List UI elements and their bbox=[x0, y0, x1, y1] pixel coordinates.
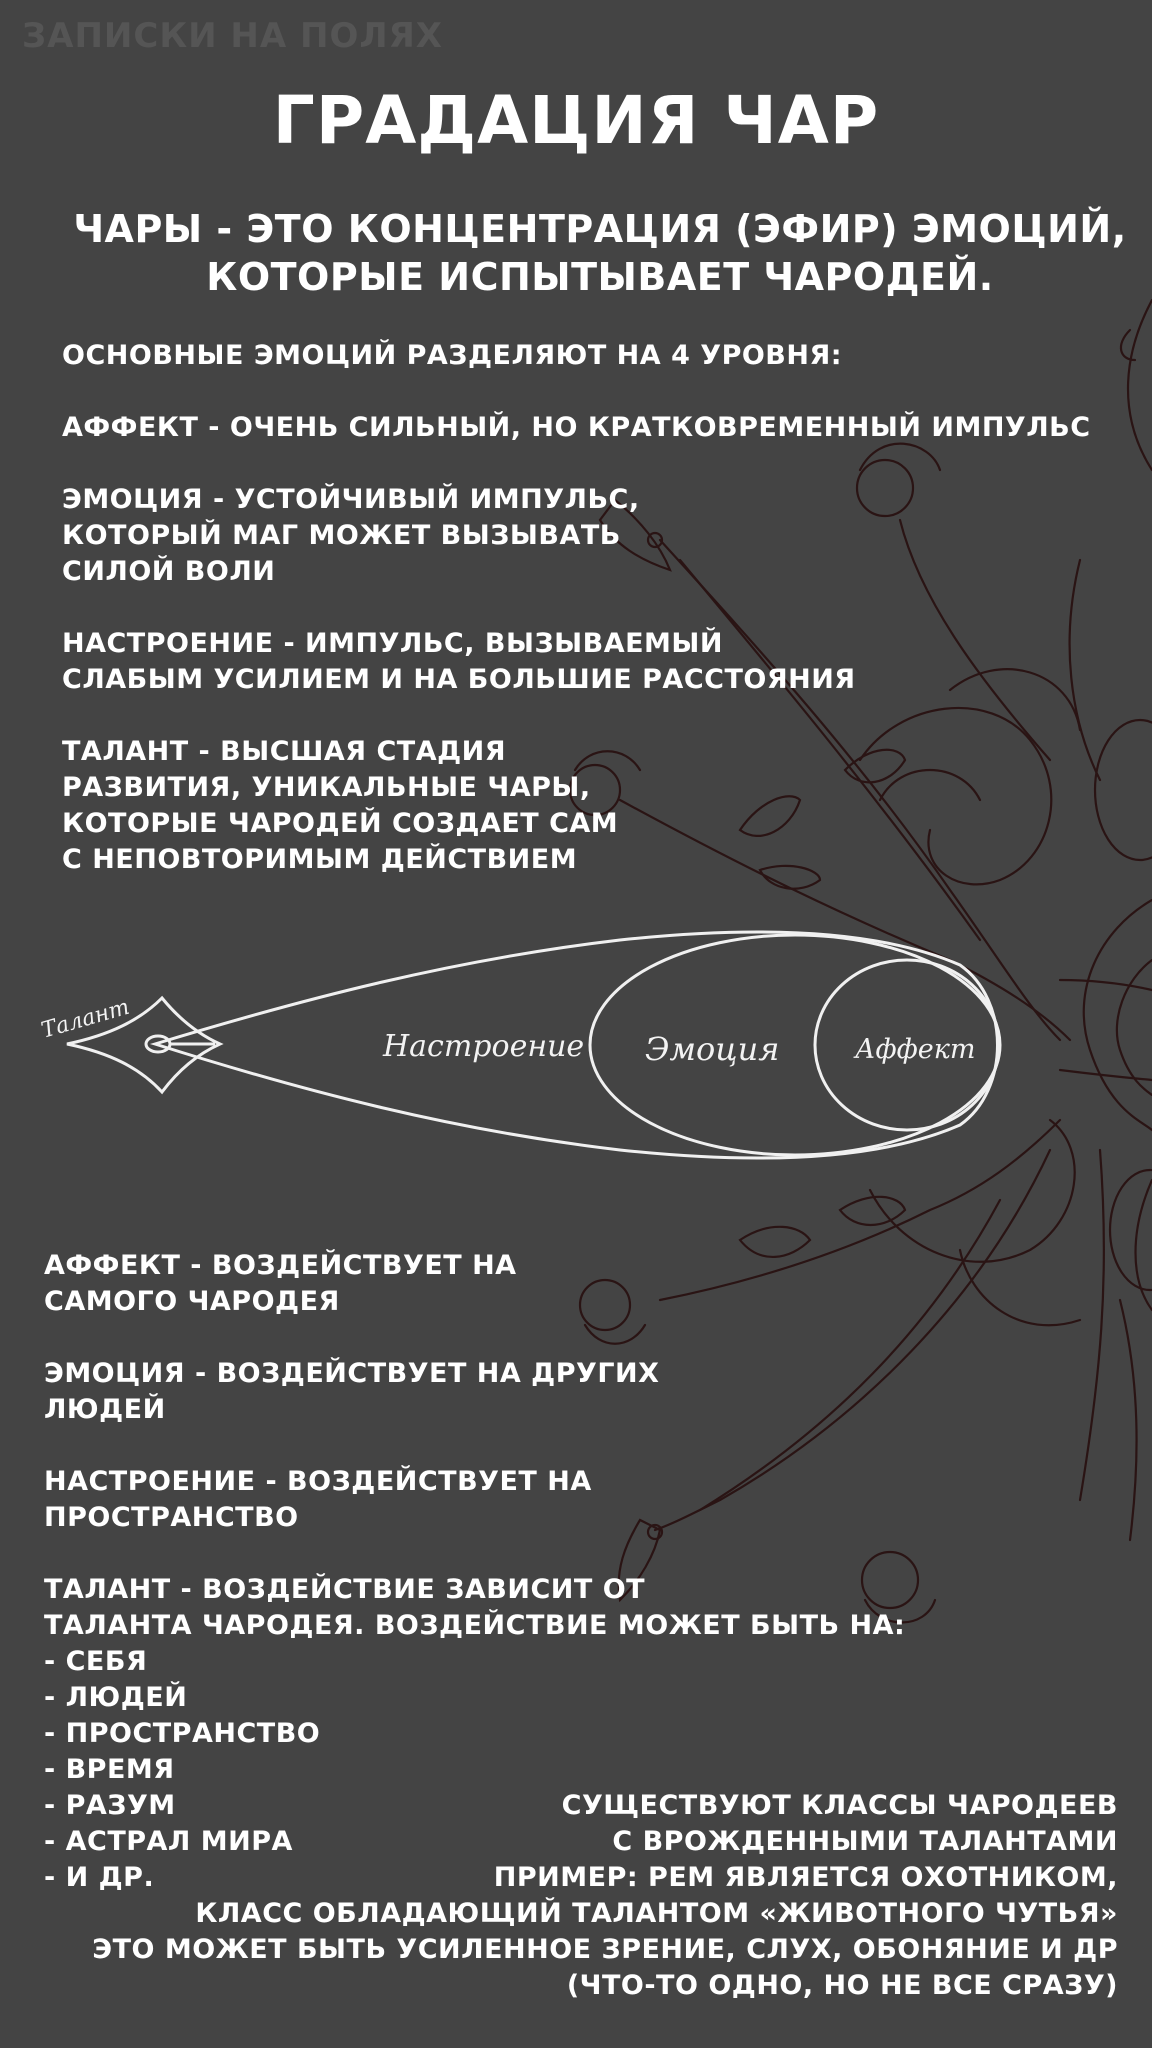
text-line: СУЩЕСТВУЮТ КЛАССЫ ЧАРОДЕЕВ bbox=[561, 1790, 1118, 1821]
classes-note bbox=[92, 1788, 1118, 2004]
affect-label: Аффект bbox=[855, 1034, 976, 1065]
level-affect-text: АФФЕКТ - ОЧЕНЬ СИЛЬНЫЙ, НО КРАТКОВРЕМЕННЫЙ ИМПУЛЬС bbox=[62, 412, 1091, 443]
talent-label: Талант bbox=[38, 994, 133, 1044]
text-line: ТАЛАНТ - ВОЗДЕЙСТВИЕ ЗАВИСИТ ОТ bbox=[44, 1574, 646, 1605]
level-talent-text bbox=[62, 734, 618, 878]
text-line: ЭТО МОЖЕТ БЫТЬ УСИЛЕННОЕ ЗРЕНИЕ, СЛУХ, ОБОНЯНИЕ И ДР bbox=[92, 1934, 1118, 1965]
effect-mood-text bbox=[44, 1464, 592, 1536]
list-item: - РАЗУМ bbox=[44, 1790, 176, 1821]
subtitle-line: ЧАРЫ - ЭТО КОНЦЕНТРАЦИЯ (ЭФИР) ЭМОЦИЙ, bbox=[73, 207, 1127, 251]
page-title: ГРАДАЦИЯ ЧАР bbox=[272, 82, 880, 159]
level-mood-text bbox=[62, 626, 856, 698]
text-line: САМОГО ЧАРОДЕЯ bbox=[44, 1286, 340, 1317]
text-line: С ВРОЖДЕННЫМИ ТАЛАНТАМИ bbox=[612, 1826, 1118, 1857]
list-item: - И ДР. bbox=[44, 1862, 155, 1893]
page-subtitle bbox=[60, 205, 1140, 301]
text-line: (ЧТО-ТО ОДНО, НО НЕ ВСЕ СРАЗУ) bbox=[566, 1970, 1118, 2001]
text-line: ЛЮДЕЙ bbox=[44, 1394, 166, 1425]
text-line: КОТОРЫЕ ЧАРОДЕЙ СОЗДАЕТ САМ bbox=[62, 808, 619, 839]
text-line: ТАЛАНТА ЧАРОДЕЯ. ВОЗДЕЙСТВИЕ МОЖЕТ БЫТЬ НА: bbox=[44, 1610, 906, 1641]
text-line: АФФЕКТ - ВОЗДЕЙСТВУЕТ НА bbox=[44, 1250, 517, 1281]
text-line: ПРИМЕР: РЕМ ЯВЛЯЕТСЯ ОХОТНИКОМ, bbox=[493, 1862, 1118, 1893]
text-line: РАЗВИТИЯ, УНИКАЛЬНЫЕ ЧАРЫ, bbox=[62, 772, 591, 803]
list-item: - ВРЕМЯ bbox=[44, 1754, 175, 1785]
list-item: - ПРОСТРАНСТВО bbox=[44, 1718, 321, 1749]
text-line: СЛАБЫМ УСИЛИЕМ И НА БОЛЬШИЕ РАССТОЯНИЯ bbox=[62, 664, 856, 695]
subtitle-line: КОТОРЫЕ ИСПЫТЫВАЕТ ЧАРОДЕЙ. bbox=[206, 255, 994, 299]
watermark: ЗАПИСКИ НА ПОЛЯХ bbox=[22, 16, 444, 56]
list-item: - СЕБЯ bbox=[44, 1646, 148, 1677]
mood-label: Настроение bbox=[383, 1029, 585, 1064]
text-line: КЛАСС ОБЛАДАЮЩИЙ ТАЛАНТОМ «ЖИВОТНОГО ЧУТЬЯ» bbox=[195, 1898, 1118, 1929]
text-line: ЭМОЦИЯ - ВОЗДЕЙСТВУЕТ НА ДРУГИХ bbox=[44, 1358, 660, 1389]
text-line: ЭМОЦИЯ - УСТОЙЧИВЫЙ ИМПУЛЬС, bbox=[62, 484, 640, 515]
emotion-label: Эмоция bbox=[645, 1030, 780, 1068]
text-line: ПРОСТРАНСТВО bbox=[44, 1502, 299, 1533]
text-line: СИЛОЙ ВОЛИ bbox=[62, 556, 276, 587]
level-emotion-text bbox=[62, 482, 640, 590]
list-item: - АСТРАЛ МИРА bbox=[44, 1826, 293, 1857]
list-item: - ЛЮДЕЙ bbox=[44, 1682, 188, 1713]
text-line: НАСТРОЕНИЕ - ВОЗДЕЙСТВУЕТ НА bbox=[44, 1466, 592, 1497]
effect-affect-text bbox=[44, 1248, 517, 1320]
levels-intro: ОСНОВНЫЕ ЭМОЦИЙ РАЗДЕЛЯЮТ НА 4 УРОВНЯ: bbox=[62, 340, 843, 371]
text-line: НАСТРОЕНИЕ - ИМПУЛЬС, ВЫЗЫВАЕМЫЙ bbox=[62, 628, 723, 659]
effect-emotion-text bbox=[44, 1356, 659, 1428]
text-line: ТАЛАНТ - ВЫСШАЯ СТАДИЯ bbox=[62, 736, 507, 767]
text-line: С НЕПОВТОРИМЫМ ДЕЙСТВИЕМ bbox=[62, 844, 578, 875]
text-line: КОТОРЫЙ МАГ МОЖЕТ ВЫЗЫВАТЬ bbox=[62, 520, 621, 551]
